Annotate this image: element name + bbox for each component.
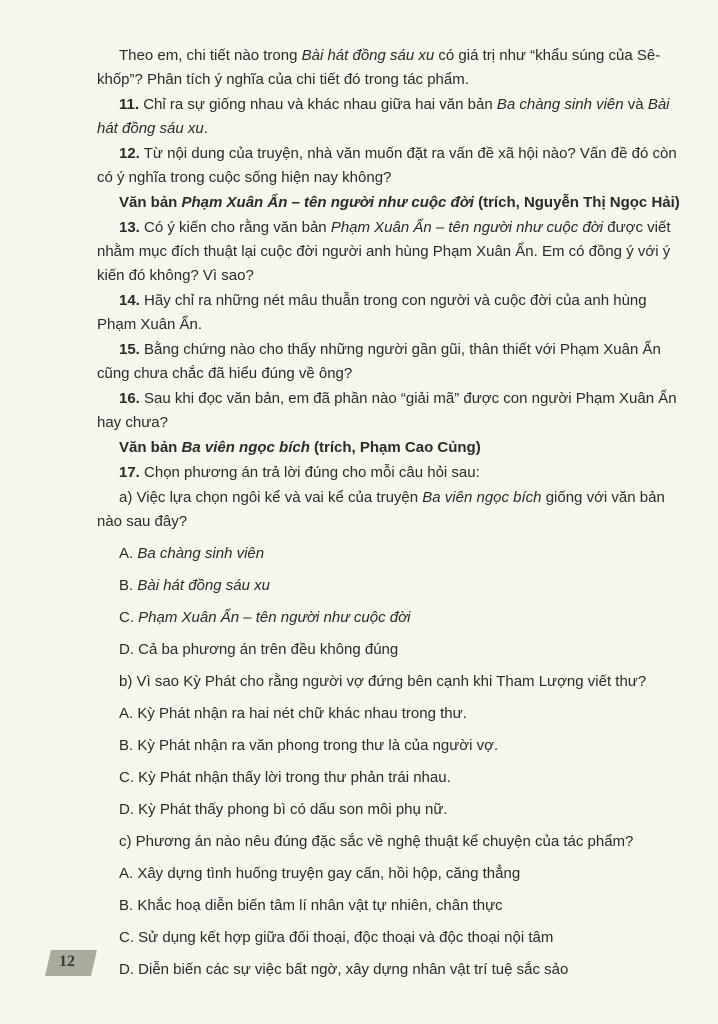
- section-heading-pham-xuan-an: [97, 191, 687, 215]
- question-14: [97, 289, 687, 337]
- option-17a-c: [97, 606, 687, 630]
- heading2-title: Ba viên ngọc bích: [181, 439, 310, 456]
- question-17a-text-a: a) Việc lựa chọn ngôi kể và vai kể của truyện: [119, 489, 423, 506]
- question-16-text: Sau khi đọc văn bản, em đã phần nào “giải mã” được con người Phạm Xuân Ẩn hay chưa?: [97, 390, 677, 431]
- question-14-text: Hãy chỉ ra những nét mâu thuẫn trong con người và cuộc đời của anh hùng Phạm Xuân Ẩn.: [97, 292, 647, 333]
- heading1-title: Phạm Xuân Ẩn – tên người như cuộc đời: [181, 194, 474, 211]
- question-15-number: 15.: [119, 341, 140, 358]
- option-17c-a: A. Xây dựng tình huống truyện gay cấn, hồi hộp, căng thẳng: [119, 865, 521, 882]
- question-11-title-1: Ba chàng sinh viên: [496, 96, 624, 113]
- option-text: Ba chàng sinh viên: [137, 545, 265, 562]
- question-16-number: 16.: [119, 390, 140, 407]
- page-number-badge: [45, 950, 97, 976]
- question-13: [97, 216, 687, 288]
- question-17: [97, 461, 687, 485]
- option-17b-d: D. Kỳ Phát thấy phong bì có dấu son môi phụ nữ.: [119, 801, 448, 818]
- question-11-text-e: .: [203, 120, 208, 137]
- question-16: [97, 387, 687, 435]
- question-17a-text-c: giống với văn bản nào sau đây?: [97, 489, 665, 530]
- question-17b: b) Vì sao Kỳ Phát cho rằng người vợ đứng bên cạnh khi Tham Lượng viết thư?: [119, 673, 647, 690]
- question-17-text: Chọn phương án trả lời đúng cho mỗi câu hỏi sau:: [139, 464, 480, 481]
- option-17c-b: B. Khắc hoạ diễn biến tâm lí nhân vật tự nhiên, chân thực: [119, 897, 503, 914]
- option-17b-b: B. Kỳ Phát nhận ra văn phong trong thư là của người vợ.: [119, 737, 499, 754]
- question-11-title-2: Bài hát đồng sáu xu: [97, 96, 670, 137]
- heading2-source: (trích, Phạm Cao Củng): [309, 439, 481, 456]
- intro-title-italic: Bài hát đồng sáu xu: [301, 47, 435, 64]
- question-13-text-a: Có ý kiến cho rằng văn bản: [139, 219, 331, 236]
- question-13-text-c: được viết nhằm mục đích thuật lại cuộc đời người anh hùng Phạm Xuân Ẩn. Em có đồng ý với ý kiến đó không? Vì sao?: [97, 219, 671, 284]
- heading2-prefix: Văn bản: [119, 439, 182, 456]
- question-15-text: Bằng chứng nào cho thấy những người gần gũi, thân thiết với Phạm Xuân Ẩn cũng chưa chắc đã hiểu đúng về ông?: [97, 341, 661, 382]
- question-17c: c) Phương án nào nêu đúng đặc sắc về nghệ thuật kể chuyện của tác phẩm?: [119, 833, 634, 850]
- option-text: Bài hát đồng sáu xu: [137, 577, 270, 594]
- question-17a: [97, 486, 687, 534]
- option-17b-c: C. Kỳ Phát nhận thấy lời trong thư phản trái nhau.: [119, 769, 451, 786]
- intro-text-a: Theo em, chi tiết nào trong: [119, 47, 302, 64]
- question-11: [97, 93, 687, 141]
- question-12-number: 12.: [119, 145, 140, 162]
- option-17c-d: D. Diễn biến các sự việc bất ngờ, xây dựng nhân vật trí tuệ sắc sảo: [119, 961, 569, 978]
- question-12: [97, 142, 687, 190]
- question-14-number: 14.: [119, 292, 140, 309]
- option-prefix: B.: [119, 577, 138, 594]
- option-17c-c: C. Sử dụng kết hợp giữa đối thoại, độc thoại và độc thoại nội tâm: [119, 929, 554, 946]
- section-heading-ba-vien-ngoc-bich: [97, 436, 687, 460]
- question-13-number: 13.: [119, 219, 140, 236]
- option-17a-d: D. Cả ba phương án trên đều không đúng: [119, 641, 399, 658]
- option-17a-a: [97, 542, 687, 566]
- question-17-number: 17.: [119, 464, 140, 481]
- heading1-prefix: Văn bản: [119, 194, 182, 211]
- question-11-number: 11.: [119, 96, 140, 113]
- question-15: [97, 338, 687, 386]
- option-prefix: C.: [119, 609, 139, 626]
- page-content: [97, 44, 687, 990]
- option-prefix: A.: [119, 545, 138, 562]
- question-11-text-a: Chỉ ra sự giống nhau và khác nhau giữa hai văn bản: [139, 96, 497, 113]
- question-12-text: Từ nội dung của truyện, nhà văn muốn đặt ra vấn đề xã hội nào? Vấn đề đó còn có ý nghĩa trong cuộc sống hiện nay không?: [97, 145, 677, 186]
- question-17a-title: Ba viên ngọc bích: [422, 489, 542, 506]
- option-text: Phạm Xuân Ẩn – tên người như cuộc đời: [138, 609, 411, 626]
- option-17a-b: [97, 574, 687, 598]
- intro-question: [97, 44, 687, 92]
- question-11-text-c: và: [623, 96, 648, 113]
- option-17b-a: A. Kỳ Phát nhận ra hai nét chữ khác nhau trong thư.: [119, 705, 467, 722]
- page-number: 12: [59, 953, 75, 970]
- heading1-source: (trích, Nguyễn Thị Ngọc Hải): [473, 194, 680, 211]
- question-13-title: Phạm Xuân Ẩn – tên người như cuộc đời: [330, 219, 604, 236]
- intro-text-c: có giá trị như “khẩu súng của Sê-khốp”? Phân tích ý nghĩa của chi tiết đó trong tác phẩm.: [97, 47, 661, 88]
